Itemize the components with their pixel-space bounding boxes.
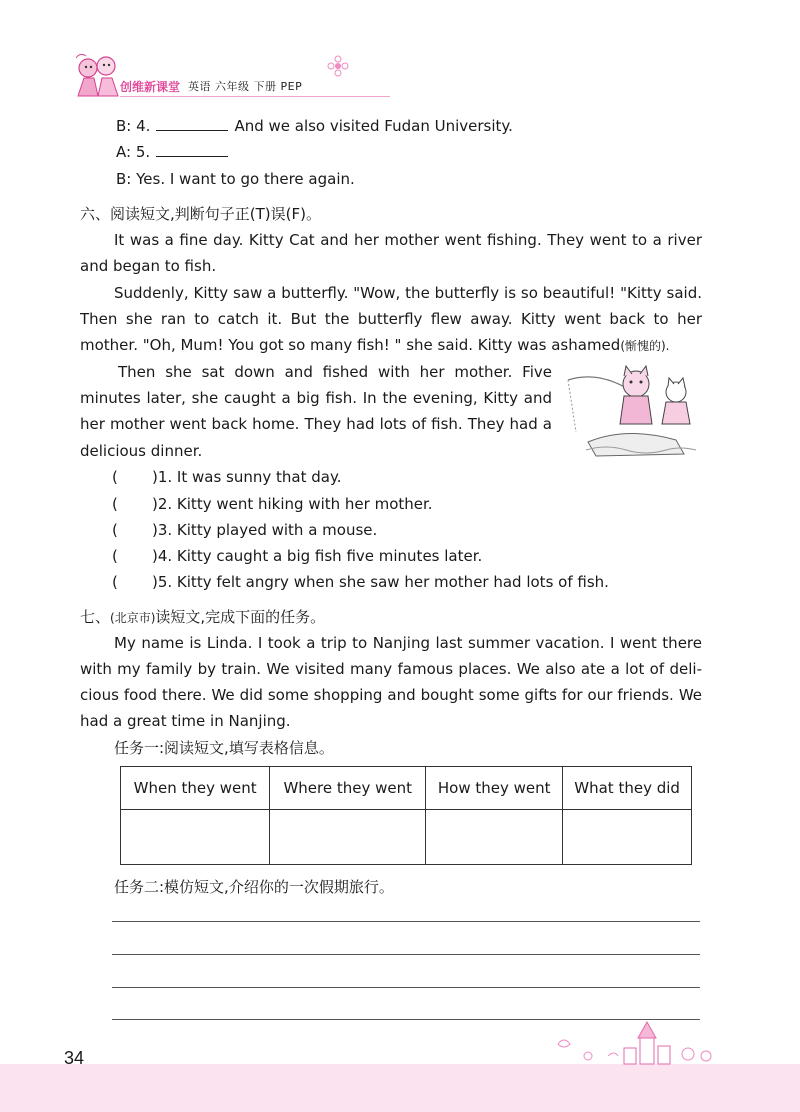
section7-p-line1: My name is Linda. I took a trip to Nanjing last summer vacation. I went there (114, 634, 702, 652)
answer-paren[interactable]: ( (112, 468, 118, 486)
section6-p2-line1: Suddenly, Kitty saw a butterfly. "Wow, the butterfly is so beautiful! "Kitty said. (114, 284, 702, 302)
section6-p1-line1: It was a fine day. Kitty Cat and her mother went fishing. They went to a river (114, 231, 702, 249)
answer-cell-what[interactable] (563, 810, 692, 865)
table-answer-row (121, 810, 692, 865)
section7-p-line2: with my family by train. We visited many famous places. We also ate a lot of deli- (80, 660, 702, 678)
table-header-row (121, 767, 692, 810)
section7-heading: 七、(北京市)读短文,完成下面的任务。 (80, 608, 326, 626)
kitty-fishing-illustration (566, 362, 702, 458)
page-header (70, 48, 350, 104)
cartoon-kids-logo (70, 48, 126, 100)
answer-paren[interactable]: ( (112, 547, 118, 565)
answer-paren[interactable]: ( (112, 521, 118, 539)
tf-question-2: ( )2. Kitty went hiking with her mother. (112, 491, 433, 517)
answer-cell-how[interactable] (426, 810, 563, 865)
dialogue-line-a5: A: 5. (116, 139, 234, 165)
section6-p3-line4: delicious dinner. (80, 442, 203, 460)
answer-cell-when[interactable] (121, 810, 270, 865)
page-number: 34 (64, 1048, 85, 1068)
section6-p2-line3: mother. "Oh, Mum! You got so many fish! " she said. Kitty was ashamed(惭愧的). (80, 336, 670, 354)
trip-info-table (120, 766, 692, 865)
section6-p3-line1: Then she sat down and fished with her mother. Five (118, 363, 552, 381)
tf-question-1: ( )1. It was sunny that day. (112, 464, 341, 490)
writing-line[interactable] (112, 921, 700, 922)
answer-paren[interactable]: ( (112, 495, 118, 513)
section6-p2-line2: Then she ran to catch it. But the butterfly flew away. Kitty went back to her (80, 310, 702, 328)
section7-p-line4: had a great time in Nanjing. (80, 712, 291, 730)
footer-band (0, 1064, 800, 1112)
ashamed-gloss: (惭愧的). (620, 339, 670, 353)
tf-question-3: ( )3. Kitty played with a mouse. (112, 517, 377, 543)
answer-cell-where[interactable] (270, 810, 426, 865)
section6-p3-line3: her mother went back home. They had lots of fish. They had a (80, 415, 552, 433)
table-header: What they did (563, 767, 692, 810)
answer-paren[interactable]: ( (112, 573, 118, 591)
header-divider (120, 96, 390, 97)
flower-icon (326, 54, 350, 78)
table-header: When they went (121, 767, 270, 810)
tf-question-4: ( )4. Kitty caught a big fish five minutes later. (112, 543, 482, 569)
heading-source: (北京市) (110, 611, 156, 625)
tf-question-5: ( )5. Kitty felt angry when she saw her mother had lots of fish. (112, 569, 609, 595)
answer-blank-5[interactable] (156, 142, 228, 157)
task2-instruction: 任务二:模仿短文,介绍你的一次假期旅行。 (114, 878, 394, 896)
section6-heading: 六、阅读短文,判断句子正(T)误(F)。 (80, 205, 321, 223)
header-book-info: 英语 六年级 下册 PEP (188, 80, 303, 93)
task1-instruction: 任务一:阅读短文,填写表格信息。 (114, 739, 334, 757)
table-header: How they went (426, 767, 563, 810)
dialogue-line-b-final: B: Yes. I want to go there again. (116, 170, 355, 188)
writing-line[interactable] (112, 987, 700, 988)
header-brand: 创维新课堂 (120, 80, 181, 94)
answer-blank-4[interactable] (156, 116, 228, 131)
writing-line[interactable] (112, 954, 700, 955)
table-header: Where they went (270, 767, 426, 810)
castle-decoration-icon (548, 1016, 728, 1068)
dialogue-line-b4: B: 4. And we also visited Fudan University. (116, 117, 513, 135)
section6-p1-line2: and began to fish. (80, 257, 217, 275)
section7-p-line3: cious food there. We did some shopping and bought some gifts for our friends. We (80, 686, 702, 704)
section6-p3-line2: minutes later, she caught a big fish. In the evening, Kitty and (80, 389, 552, 407)
